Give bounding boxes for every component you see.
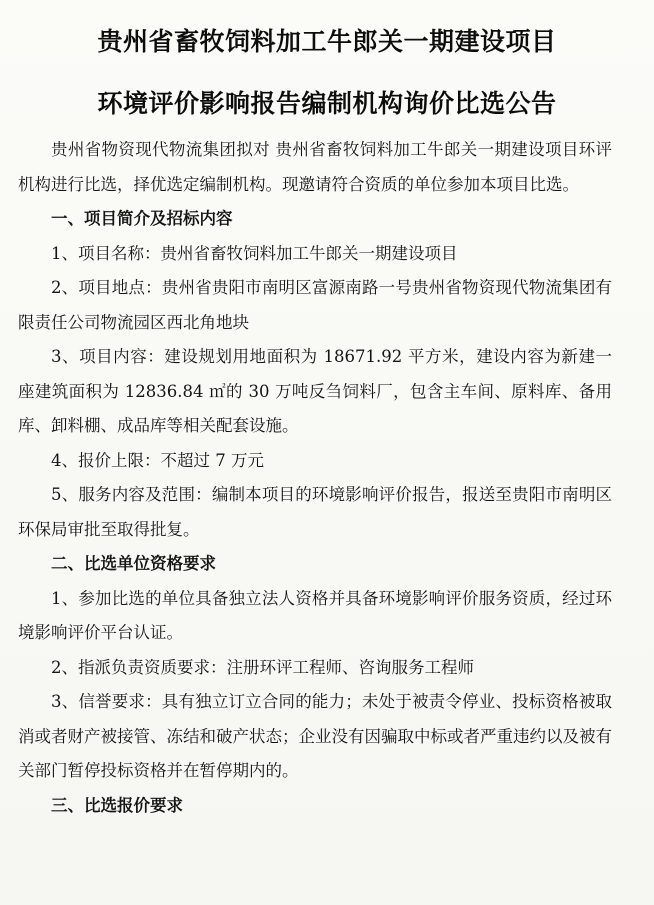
title-line-2: 环境评价影响报告编制机构询价比选公告 (97, 89, 557, 118)
item-price-limit: 4、报价上限：不超过 7 万元 (51, 450, 264, 470)
item-project-location: 2、项目地点：贵州省贵阳市南明区富源南路一号贵州省物资现代物流集团有限责任公司物流园区西北角地块 (18, 278, 612, 332)
item-project-content: 3、项目内容：建设规划用地面积为 18671.92 平方米，建设内容为新建一座建筑面积为 12836.84 ㎡的 30 万吨反刍饲料厂，包含主车间、原料库、备用库、卸料棚、成品库等相关配套设施。 (18, 347, 612, 435)
item-credit-requirement: 3、信誉要求：具有独立订立合同的能力；未处于被责令停业、投标资格被取消或者财产被接管、冻结和破产状态；企业没有因骗取中标或者严重违约以及被有关部门暂停投标资格并在暂停期内的。 (18, 692, 612, 780)
title-line-1: 贵州省畜牧饲料加工牛郎关一期建设项目 (97, 27, 557, 56)
item-personnel-qualification: 2、指派负责资质要求：注册环评工程师、咨询服务工程师 (51, 657, 474, 677)
section-heading-1: 一、项目简介及招标内容 (51, 209, 233, 228)
item-legal-qualification: 1、参加比选的单位具备独立法人资格并具备环境影响评价服务资质，经过环境影响评价平台认证。 (18, 588, 612, 642)
document-body (18, 133, 612, 823)
item-project-name: 1、项目名称：贵州省畜牧饲料加工牛郎关一期建设项目 (51, 243, 458, 263)
section-heading-3: 三、比选报价要求 (51, 795, 183, 815)
section-heading-2: 二、比选单位资格要求 (51, 554, 216, 573)
item-service-scope: 5、服务内容及范围：编制本项目的环境影响评价报告，报送至贵阳市南明区环保局审批至取得批复。 (18, 485, 612, 539)
intro-paragraph: 贵州省物资现代物流集团拟对 贵州省畜牧饲料加工牛郎关一期建设项目环评机构进行比选，择优选定编制机构。现邀请符合资质的单位参加本项目比选。 (18, 140, 612, 194)
